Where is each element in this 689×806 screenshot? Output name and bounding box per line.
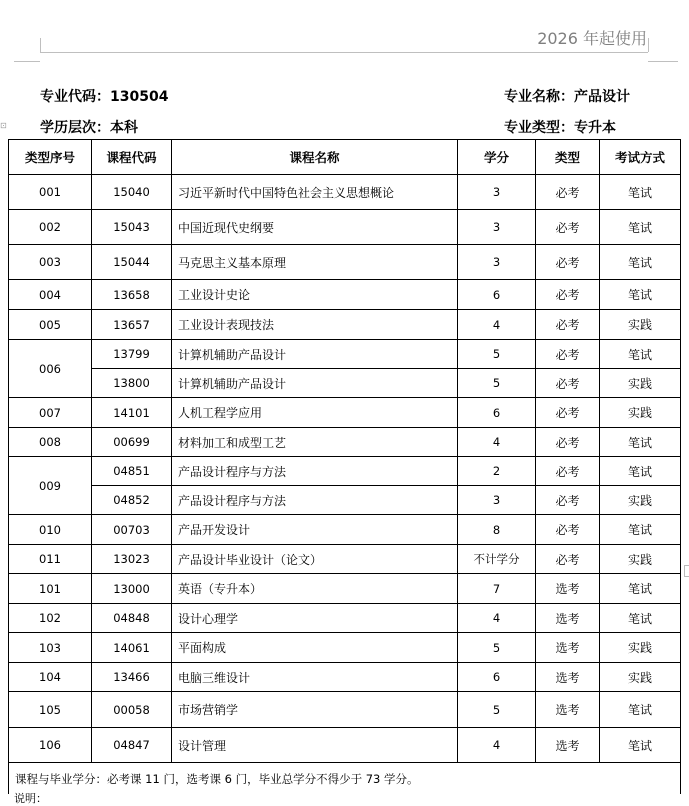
cell-type: 必考	[536, 369, 600, 398]
cell-seq: 006	[9, 340, 92, 398]
page-edge-marker	[684, 565, 689, 577]
cell-seq: 101	[9, 574, 92, 604]
cell-exam: 笔试	[600, 210, 681, 245]
cell-code: 13800	[92, 369, 172, 398]
cell-name: 设计心理学	[172, 604, 458, 633]
cell-credit: 4	[458, 310, 536, 340]
cell-code: 00699	[92, 428, 172, 457]
cell-type: 必考	[536, 545, 600, 574]
cell-exam: 笔试	[600, 692, 681, 728]
cell-code: 13466	[92, 663, 172, 692]
cell-credit: 6	[458, 280, 536, 310]
cell-name: 英语（专升本）	[172, 574, 458, 604]
table-row	[9, 545, 681, 574]
cell-name: 习近平新时代中国特色社会主义思想概论	[172, 175, 458, 210]
table-header-row	[9, 140, 681, 175]
cell-code: 13799	[92, 340, 172, 369]
table-row	[9, 398, 681, 428]
crop-mark-left	[14, 61, 40, 62]
table-row	[9, 692, 681, 728]
table-row	[9, 280, 681, 310]
cell-code: 15044	[92, 245, 172, 280]
table-row	[9, 457, 681, 486]
cell-seq: 004	[9, 280, 92, 310]
cell-credit: 8	[458, 515, 536, 545]
cell-code: 00703	[92, 515, 172, 545]
cell-credit: 4	[458, 428, 536, 457]
cell-seq: 008	[9, 428, 92, 457]
cell-code: 15040	[92, 175, 172, 210]
cell-exam: 实践	[600, 310, 681, 340]
crop-mark-top-right	[648, 38, 649, 52]
header-year-text: 2026 年起使用	[537, 29, 647, 48]
cell-exam: 实践	[600, 663, 681, 692]
table-row	[9, 310, 681, 340]
education-level: 学历层次：本科	[40, 120, 138, 136]
major-code: 专业代码：130504	[40, 89, 169, 105]
crop-mark-right	[648, 61, 678, 62]
cell-name: 工业设计史论	[172, 280, 458, 310]
header-type: 类型	[536, 140, 600, 175]
cell-type: 选考	[536, 728, 600, 763]
cell-type: 选考	[536, 663, 600, 692]
crop-mark-top-left	[40, 38, 41, 52]
cell-credit: 不计学分	[458, 545, 536, 574]
cell-exam: 笔试	[600, 574, 681, 604]
cell-code: 13658	[92, 280, 172, 310]
cell-exam: 笔试	[600, 280, 681, 310]
cell-code: 14061	[92, 633, 172, 663]
cell-code: 00058	[92, 692, 172, 728]
cell-code: 04852	[92, 486, 172, 515]
header-code: 课程代码	[92, 140, 172, 175]
cell-name: 计算机辅助产品设计	[172, 369, 458, 398]
cell-seq: 002	[9, 210, 92, 245]
major-name: 专业名称：产品设计	[504, 89, 630, 105]
cell-type: 必考	[536, 280, 600, 310]
cell-type: 必考	[536, 310, 600, 340]
table-row	[9, 245, 681, 280]
table-row	[9, 633, 681, 663]
cell-seq: 011	[9, 545, 92, 574]
cell-credit: 7	[458, 574, 536, 604]
cell-type: 必考	[536, 340, 600, 369]
cell-credit: 2	[458, 457, 536, 486]
cell-code: 13023	[92, 545, 172, 574]
cell-code: 13000	[92, 574, 172, 604]
major-type: 专业类型：专升本	[504, 120, 616, 136]
cell-name: 设计管理	[172, 728, 458, 763]
cell-type: 选考	[536, 692, 600, 728]
cell-exam: 笔试	[600, 175, 681, 210]
table-row	[9, 340, 681, 369]
cell-type: 必考	[536, 210, 600, 245]
cell-name: 产品设计程序与方法	[172, 457, 458, 486]
cell-seq: 005	[9, 310, 92, 340]
cell-name: 产品开发设计	[172, 515, 458, 545]
table-row	[9, 428, 681, 457]
cell-name: 中国近现代史纲要	[172, 210, 458, 245]
summary-row	[9, 763, 681, 795]
cell-type: 必考	[536, 457, 600, 486]
cell-credit: 6	[458, 398, 536, 428]
anchor-icon: ⊡	[0, 121, 7, 130]
cell-seq: 105	[9, 692, 92, 728]
cell-credit: 3	[458, 175, 536, 210]
cell-type: 选考	[536, 604, 600, 633]
header-seq: 类型序号	[9, 140, 92, 175]
cell-exam: 笔试	[600, 728, 681, 763]
table-row	[9, 486, 681, 515]
cell-exam: 实践	[600, 633, 681, 663]
cell-exam: 实践	[600, 369, 681, 398]
cell-type: 必考	[536, 486, 600, 515]
course-table	[8, 139, 681, 794]
cell-exam: 笔试	[600, 340, 681, 369]
cell-credit: 5	[458, 340, 536, 369]
header-name: 课程名称	[172, 140, 458, 175]
cell-credit: 6	[458, 663, 536, 692]
cell-type: 必考	[536, 245, 600, 280]
cell-credit: 4	[458, 604, 536, 633]
cell-type: 必考	[536, 428, 600, 457]
cell-code: 15043	[92, 210, 172, 245]
cell-exam: 笔试	[600, 457, 681, 486]
note-label: 说明：	[14, 792, 47, 805]
table-row	[9, 728, 681, 763]
cell-name: 产品设计程序与方法	[172, 486, 458, 515]
cell-credit: 4	[458, 728, 536, 763]
header-exam: 考试方式	[600, 140, 681, 175]
cell-name: 产品设计毕业设计（论文）	[172, 545, 458, 574]
cell-name: 工业设计表现技法	[172, 310, 458, 340]
cell-seq: 003	[9, 245, 92, 280]
cell-seq: 106	[9, 728, 92, 763]
cell-type: 选考	[536, 574, 600, 604]
cell-credit: 5	[458, 369, 536, 398]
cell-exam: 笔试	[600, 604, 681, 633]
cell-name: 平面构成	[172, 633, 458, 663]
cell-seq: 009	[9, 457, 92, 515]
cell-name: 市场营销学	[172, 692, 458, 728]
cell-exam: 笔试	[600, 428, 681, 457]
cell-type: 必考	[536, 175, 600, 210]
table-row	[9, 369, 681, 398]
cell-seq: 102	[9, 604, 92, 633]
cell-name: 材料加工和成型工艺	[172, 428, 458, 457]
cell-name: 人机工程学应用	[172, 398, 458, 428]
cell-seq: 103	[9, 633, 92, 663]
table-row	[9, 604, 681, 633]
cell-credit: 5	[458, 633, 536, 663]
cell-name: 电脑三维设计	[172, 663, 458, 692]
table-row	[9, 210, 681, 245]
cell-code: 04847	[92, 728, 172, 763]
cell-exam: 笔试	[600, 245, 681, 280]
cell-exam: 笔试	[600, 515, 681, 545]
cell-credit: 5	[458, 692, 536, 728]
cell-type: 必考	[536, 515, 600, 545]
cell-exam: 实践	[600, 398, 681, 428]
table-row	[9, 515, 681, 545]
table-row	[9, 175, 681, 210]
cell-seq: 007	[9, 398, 92, 428]
cell-seq: 001	[9, 175, 92, 210]
header-rule	[40, 52, 648, 53]
cell-code: 04851	[92, 457, 172, 486]
cell-code: 13657	[92, 310, 172, 340]
header-credit: 学分	[458, 140, 536, 175]
table-row	[9, 663, 681, 692]
cell-credit: 3	[458, 245, 536, 280]
cell-code: 04848	[92, 604, 172, 633]
credit-summary: 课程与毕业学分：必考课 11 门，选考课 6 门，毕业总学分不得少于 73 学分。	[9, 763, 681, 795]
cell-name: 马克思主义基本原理	[172, 245, 458, 280]
cell-name: 计算机辅助产品设计	[172, 340, 458, 369]
cell-seq: 104	[9, 663, 92, 692]
cell-code: 14101	[92, 398, 172, 428]
cell-exam: 实践	[600, 486, 681, 515]
table-row	[9, 574, 681, 604]
cell-type: 必考	[536, 398, 600, 428]
cell-seq: 010	[9, 515, 92, 545]
cell-type: 选考	[536, 633, 600, 663]
cell-credit: 3	[458, 210, 536, 245]
cell-exam: 实践	[600, 545, 681, 574]
cell-credit: 3	[458, 486, 536, 515]
